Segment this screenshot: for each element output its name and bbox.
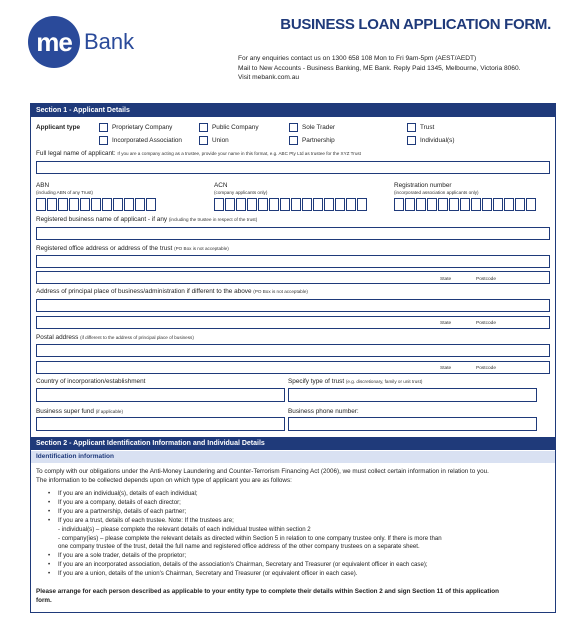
full-legal-name-hint: If you are a company acting as a trustee, provide your name in this format, e.g. ABC Pty Ltd as trustee for the XYZ Trust: [117, 151, 361, 156]
identification-para-1: To comply with our obligations under the Anti-Money Laundering and Counter-Terrorism Financing Act (2006), we must collect certain information in relation to you.: [36, 468, 489, 475]
country-field[interactable]: [36, 388, 285, 402]
country-label: Country of incorporation/establishment: [36, 378, 146, 385]
principal-place-field-2[interactable]: [36, 316, 550, 329]
contact-info: [238, 54, 568, 83]
reg-office-field-2[interactable]: [36, 271, 550, 284]
checkbox-partnership[interactable]: [289, 136, 298, 145]
acn-hint: (company applicants only): [214, 190, 268, 195]
label-union: Union: [212, 137, 229, 144]
checkbox-proprietary-company[interactable]: [99, 123, 108, 132]
trust-type-hint: (e.g. discretionary, family or unit trust): [345, 379, 423, 384]
bullet-partnership: • If you are a partnership, details of each partner;: [36, 508, 551, 517]
trust-sub-individuals: - individual(s) – please complete the relevant details of each individual trustee within section 2: [58, 525, 311, 533]
full-legal-name-field[interactable]: [36, 161, 550, 174]
super-fund-label: [36, 408, 123, 415]
applicant-type-bullets: [36, 490, 551, 579]
acn-field[interactable]: [214, 198, 368, 211]
logo-mark: me: [28, 16, 80, 68]
principal-place-field-1[interactable]: [36, 299, 550, 312]
regno-hint: (incorporated association applicants only): [394, 190, 479, 195]
postal-postcode-label: Postcode: [476, 366, 497, 371]
label-public-company: Public Company: [212, 124, 259, 131]
principal-place-state-label: State: [440, 321, 452, 326]
super-fund-text: Business super fund: [36, 408, 94, 415]
abn-field[interactable]: [36, 198, 157, 211]
bullet-sole-trader: • If you are a sole trader, details of the proprietor;: [36, 552, 551, 561]
closing-line-2: form.: [36, 596, 52, 604]
phone-field[interactable]: [288, 417, 537, 431]
trust-type-label: [288, 378, 422, 385]
reg-office-field-1[interactable]: [36, 255, 550, 268]
phone-label: Business phone number:: [288, 408, 359, 415]
section-2-header: Section 2 - Applicant Identification Information and Individual Details: [31, 437, 555, 450]
reg-business-name-text: Registered business name of applicant - if any: [36, 216, 168, 223]
me-bank-logo: [28, 16, 134, 68]
bullet-incorporated-association: • If you are an incorporated association, details of the association's Chairman, Secretary and Treasurer (or equivalent officer in each case);: [36, 561, 551, 570]
bullet-trust: • If you are a trust, details of each trustee. Note: If the trustees are;: [36, 517, 551, 526]
reg-office-hint: (PO Box is not acceptable): [174, 246, 229, 251]
postal-address-field-2[interactable]: [36, 361, 550, 374]
reg-office-label: [36, 245, 229, 252]
postal-state-label: State: [440, 366, 452, 371]
label-individuals: Individual(s): [420, 137, 455, 144]
trust-type-text: Specify type of trust: [288, 378, 345, 385]
abn-label: ABN: [36, 182, 50, 189]
closing-line-1: Please arrange for each person described as applicable to your entity type to complete their details within Section 2 and sign Section 11 of this application: [36, 588, 499, 595]
regno-field[interactable]: [394, 198, 537, 211]
checkbox-individuals[interactable]: [407, 136, 416, 145]
reg-office-state-label: State: [440, 277, 452, 282]
label-trust: Trust: [420, 124, 435, 131]
bullet-company: • If you are a company, details of each director;: [36, 499, 551, 508]
contact-line-3: Visit mebank.com.au: [238, 74, 300, 81]
principal-place-label: [36, 288, 308, 295]
principal-place-hint: (PO Box is not acceptable): [253, 289, 308, 294]
reg-business-name-hint: (including the trustee in respect of the trust): [168, 217, 258, 222]
checkbox-sole-trader[interactable]: [289, 123, 298, 132]
applicant-type-label: Applicant type: [36, 124, 81, 131]
contact-line-1: For any enquiries contact us on 1300 658 108 Mon to Fri 9am-5pm (AEST/AEDT): [238, 55, 477, 62]
checkbox-trust[interactable]: [407, 123, 416, 132]
identification-para-2: The information to be collected depends upon on which type of applicant you are as follows:: [36, 476, 292, 484]
principal-place-text: Address of principal place of business/administration if different to the above: [36, 288, 252, 295]
postal-address-label: [36, 334, 194, 341]
reg-business-name-label: [36, 216, 257, 223]
form-title: BUSINESS LOAN APPLICATION FORM.: [280, 16, 551, 33]
bullet-individual: • If you are an individual(s), details of each individual;: [36, 490, 551, 499]
super-fund-hint: (if applicable): [95, 409, 124, 414]
closing-instruction: [36, 588, 551, 605]
acn-label: ACN: [214, 182, 228, 189]
reg-office-text: Registered office address or address of the trust: [36, 245, 173, 252]
abn-hint: (including ABN of any Trust): [36, 190, 93, 195]
trust-sub-companies-cont: one company trustee of the trust, detail the full name and registered office address of the other company trustees on a separate sheet.: [58, 543, 420, 551]
checkbox-incorporated-association[interactable]: [99, 136, 108, 145]
full-legal-name-text: Full legal name of applicant:: [36, 150, 116, 157]
trust-type-field[interactable]: [288, 388, 537, 402]
super-fund-field[interactable]: [36, 417, 285, 431]
logo-word: Bank: [84, 29, 135, 54]
reg-office-postcode-label: Postcode: [476, 277, 497, 282]
postal-address-text: Postal address: [36, 334, 79, 341]
identification-info-header: Identification information: [31, 451, 555, 463]
bullet-union: • If you are a union, details of the union's Chairman, Secretary and Treasurer (or equivalent officer in each case).: [36, 570, 551, 579]
postal-address-field-1[interactable]: [36, 344, 550, 357]
regno-label: Registration number: [394, 182, 452, 189]
label-proprietary-company: Proprietary Company: [112, 124, 173, 131]
identification-paragraph: [36, 468, 551, 485]
checkbox-union[interactable]: [199, 136, 208, 145]
postal-address-hint: (if different to the address of principal place of business): [80, 335, 194, 340]
label-partnership: Partnership: [302, 137, 335, 144]
trust-sub-companies: - company(ies) – please complete the relevant details as directed within Section 5 in relation to one company trustee only. If there is more than: [58, 534, 442, 542]
reg-business-name-field[interactable]: [36, 227, 550, 240]
full-legal-name-label: [36, 150, 361, 157]
application-form: [30, 103, 556, 613]
label-sole-trader: Sole Trader: [302, 124, 336, 131]
checkbox-public-company[interactable]: [199, 123, 208, 132]
section-1-header: Section 1 - Applicant Details: [31, 104, 555, 117]
principal-place-postcode-label: Postcode: [476, 321, 497, 326]
label-incorporated-association: Incorporated Association: [112, 137, 182, 144]
contact-line-2: Mail to New Accounts - Business Banking, ME Bank. Reply Paid 1345, Melbourne, Victoria 8060.: [238, 64, 521, 72]
